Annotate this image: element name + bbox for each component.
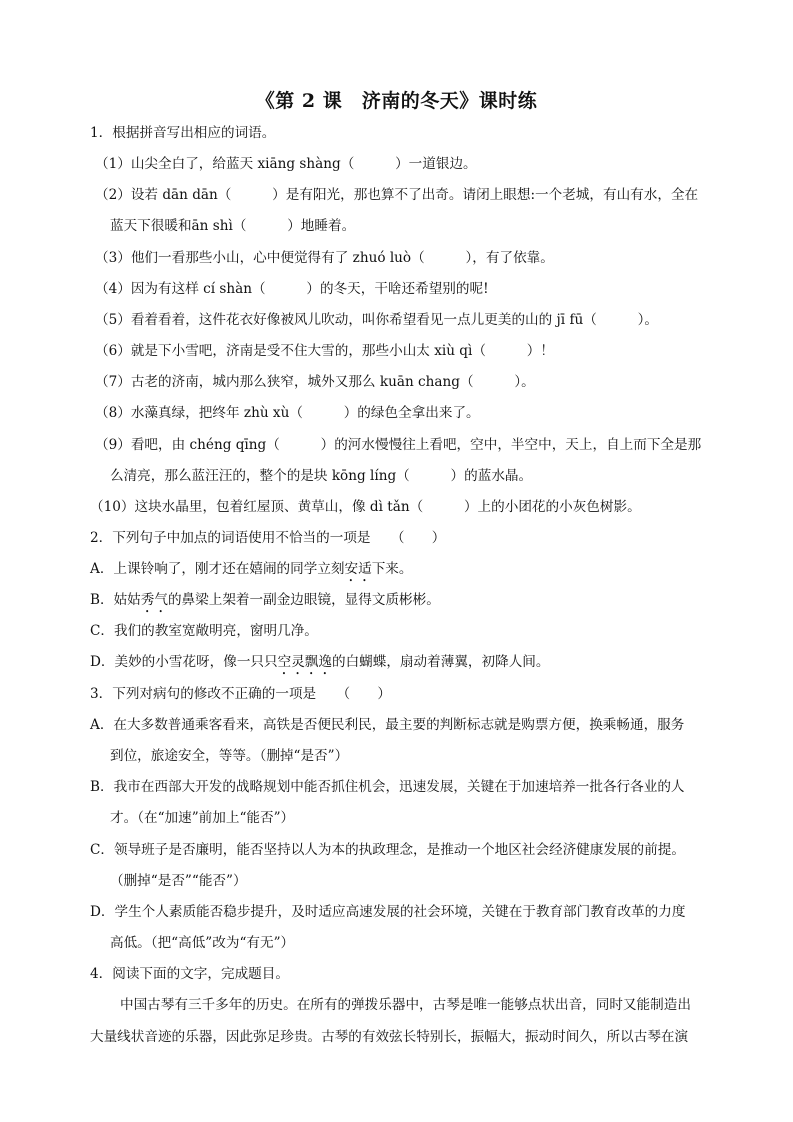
q2-option-b: [90, 590, 710, 616]
q1-item-2-cont: 蓝天下很暖和ān shì（ ）地睡着。: [110, 218, 356, 234]
q2-option-c: [90, 621, 710, 641]
q1-item-6: （6）就是下小雪吧，济南是受不住大雪的，那些小山太 xiù qì（ ）！: [95, 343, 554, 359]
q3-option-d-cont: 高低。（把“高低”改为“有无”）: [110, 935, 295, 951]
question-3-stem: 3．下列对病句的修改不正确的一项是 （ ）: [90, 686, 391, 702]
q3-option-c-cont: （删掉“是否”“能否”）: [110, 873, 247, 889]
q1-item-9: （9）看吧，由 chéng qīng（ ）的河水慢慢往上看吧，空中，半空中，天上，自上而下全是那: [95, 437, 702, 453]
option-d-dotted-word: 空灵飘逸: [277, 654, 332, 670]
option-d-text: D．美妙的小雪花呀，像一只只: [90, 654, 278, 670]
q1-item-10: （10）这块水晶里，包着红屋顶、黄草山，像 dì tǎn（ ）上的小团花的小灰色树影。: [90, 499, 641, 515]
reading-passage-line-2: 大量线状音迹的乐器，因此弥足珍贵。古琴的有效弦长特别长，振幅大，振动时间久，所以古琴在演: [90, 1029, 689, 1045]
page-title: 《第 2 课 济南的冬天》课时练: [255, 90, 538, 112]
q1-item-4: （4）因为有这样 cí shàn（ ）的冬天，干啥还希望别的呢!: [95, 281, 489, 297]
option-d-text-end: 的白蝴蝶，扇动着薄翼，初降人间。: [332, 654, 550, 670]
option-c-text: C．我们的教室宽敞明亮，窗明几净。: [90, 623, 318, 639]
q3-option-d: D．学生个人素质能否稳步提升，及时适应高速发展的社会环境，关键在于教育部门教育改革的力度: [90, 904, 686, 920]
option-b-dotted-word: 秀气: [140, 592, 168, 608]
option-a-text-end: 下来。: [371, 561, 413, 577]
reading-passage-line-1: 中国古琴有三千多年的历史。在所有的弹拨乐器中，古琴是唯一能够点状出音，同时又能制造出: [120, 997, 691, 1013]
option-b-text-end: 的鼻梁上架着一副金边眼镜，显得文质彬彬。: [167, 592, 440, 608]
question-4-stem: 4．阅读下面的文字，完成题目。: [90, 966, 289, 982]
option-a-text: A．上课铃响了，刚才还在嬉闹的同学立刻: [90, 561, 345, 577]
q2-option-a: [90, 559, 710, 585]
option-a-dotted-word: 安适: [344, 561, 372, 577]
q1-item-2: （2）设若 dān dān（ ）是有阳光，那也算不了出奇。请闭上眼想:一个老城，有山有水，全在: [95, 187, 699, 203]
q1-item-5: （5）看着看着，这件花衣好像被风儿吹动，叫你希望看见一点儿更美的山的 jī fū（ ）。: [95, 312, 658, 328]
question-1-stem: 1．根据拼音写出相应的词语。: [90, 125, 276, 141]
q3-option-c: C．领导班子是否廉明，能否坚持以人为本的执政理念，是推动一个地区社会经济健康发展的前提。: [90, 842, 685, 858]
q1-item-8: （8）水藻真绿，把终年 zhù xù（ ）的绿色全拿出来了。: [95, 405, 480, 421]
q3-option-a: A．在大多数普通乘客看来，高铁是否便民利民，最主要的判断标志就是购票方便，换乘畅通，服务: [90, 717, 685, 733]
q3-option-a-cont: 到位，旅途安全，等等。（删掉“是否”）: [110, 748, 349, 764]
q3-option-b: B．我市在西部大开发的战略规划中能否抓住机会，迅速发展，关键在于加速培养一批各行各业的人: [90, 779, 685, 795]
q1-item-7: （7）古老的济南，城内那么狭窄，城外又那么 kuān chang（ ）。: [95, 374, 535, 390]
option-b-text: B．姑姑: [90, 592, 141, 608]
q1-item-3: （3）他们一看那些小山，心中便觉得有了 zhuó luò（ ），有了依靠。: [95, 250, 554, 266]
q2-option-d: [90, 652, 710, 678]
q1-item-1: （1）山尖全白了，给蓝天 xiāng shàng（ ）一道银边。: [95, 156, 477, 172]
question-2-stem: 2．下列句子中加点的词语使用不恰当的一项是 （ ）: [90, 530, 446, 546]
q3-option-b-cont: 才。（在“加速”前加上“能否”）: [110, 810, 295, 826]
q1-item-9-cont: 么清亮，那么蓝汪汪的，整个的是块 kōng líng（ ）的蓝水晶。: [110, 468, 533, 484]
